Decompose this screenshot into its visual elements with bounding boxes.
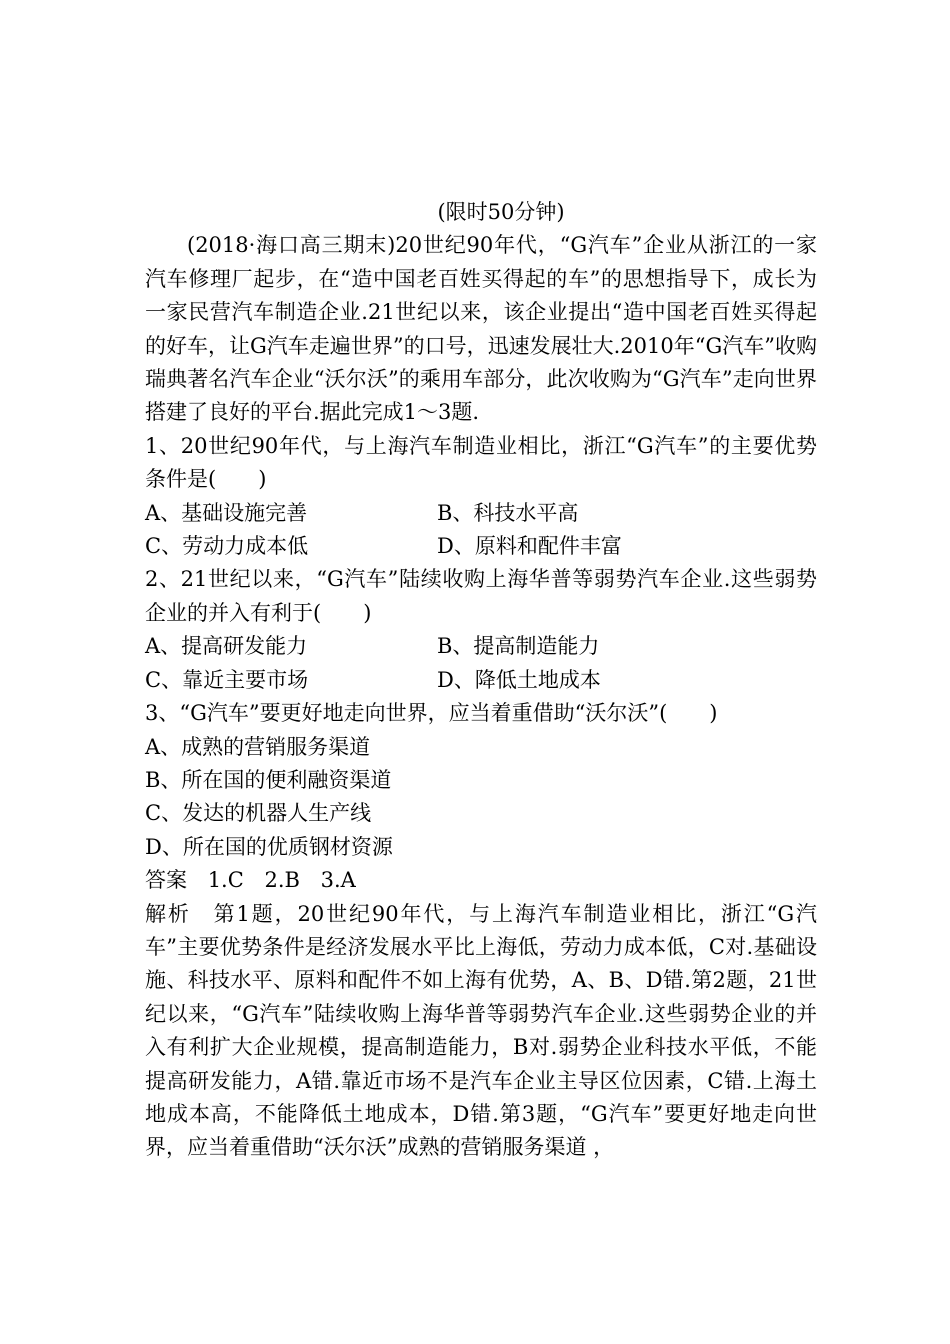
time-limit: (限时50分钟): [437, 200, 565, 224]
question-3: [145, 697, 817, 864]
answer-item: 3.A: [320, 868, 356, 893]
option-c: C、靠近主要市场: [145, 667, 309, 692]
option-row: [145, 630, 817, 663]
question-stem: 2、21世纪以来，“G汽车”陆续收购上海华普等弱势汽车企业.这些弱势企业的并入有利于( ): [145, 567, 817, 625]
question-2: [145, 563, 817, 697]
option-row: [145, 530, 817, 563]
option-row: [145, 497, 817, 530]
question-stem: 1、20世纪90年代，与上海汽车制造业相比，浙江“G汽车”的主要优势条件是( ): [145, 433, 817, 492]
option-row: [145, 664, 817, 697]
question-stem: 3、“G汽车”要更好地走向世界，应当着重借助“沃尔沃”( ): [145, 701, 718, 726]
question-1: [145, 430, 817, 564]
option-b: B、提高制造能力: [437, 634, 600, 659]
answer-item: 1.C: [207, 868, 244, 893]
option-a: A、成熟的营销服务渠道: [145, 734, 371, 759]
option-b: B、科技水平高: [437, 500, 579, 525]
passage: (2018·海口高三期末)20世纪90年代，“G汽车”企业从浙江的一家汽车修理厂起步，在“造中国老百姓买得起的车”的思想指导下，成长为一家民营汽车制造企业.21世纪以来，该企业提出“造中国老百姓买得起的好车，让G汽车走遍世界”的口号，迅速发展壮大.2010年“G汽车”收购瑞典著名汽车企业“沃尔沃”的乘用车部分，此次收购为“G汽车”走向世界搭建了良好的平台.据此完成1～3题.: [145, 233, 817, 425]
analysis: [145, 898, 817, 1165]
option-a: A、基础设施完善: [145, 500, 308, 525]
option-b: B、所在国的便利融资渠道: [145, 767, 392, 792]
document-page: [145, 196, 817, 1165]
option-a: A、提高研发能力: [145, 634, 308, 659]
option-c: C、发达的机器人生产线: [145, 801, 372, 826]
option-d: D、所在国的优质钢材资源: [145, 834, 393, 859]
option-c: C、劳动力成本低: [145, 534, 309, 559]
answer-line: [145, 864, 817, 897]
analysis-label: 解析: [145, 901, 191, 926]
option-d: D、降低土地成本: [437, 667, 601, 692]
answer-item: 2.B: [264, 868, 300, 893]
analysis-text: 第1题，20世纪90年代，与上海汽车制造业相比，浙江“G汽车”主要优势条件是经济发展水平比上海低，劳动力成本低，C对.基础设施、科技水平、原料和配件不如上海有优势，A、B、D错.第2题，21世纪以来，“G汽车”陆续收购上海华普等弱势汽车企业.这些弱势企业的并入有利扩大企业规模，提高制造能力，B对.弱势企业科技水平低，不能提高研发能力，A错.靠近市场不是汽车企业主导区位因素，C错.上海土地成本高，不能降低土地成本，D错.第3题，“G汽车”要更好地走向世界，应当着重借助“沃尔沃”成熟的营销服务渠道 ，: [145, 901, 817, 1160]
option-d: D、原料和配件丰富: [437, 534, 622, 559]
answer-label: 答案: [145, 868, 187, 893]
